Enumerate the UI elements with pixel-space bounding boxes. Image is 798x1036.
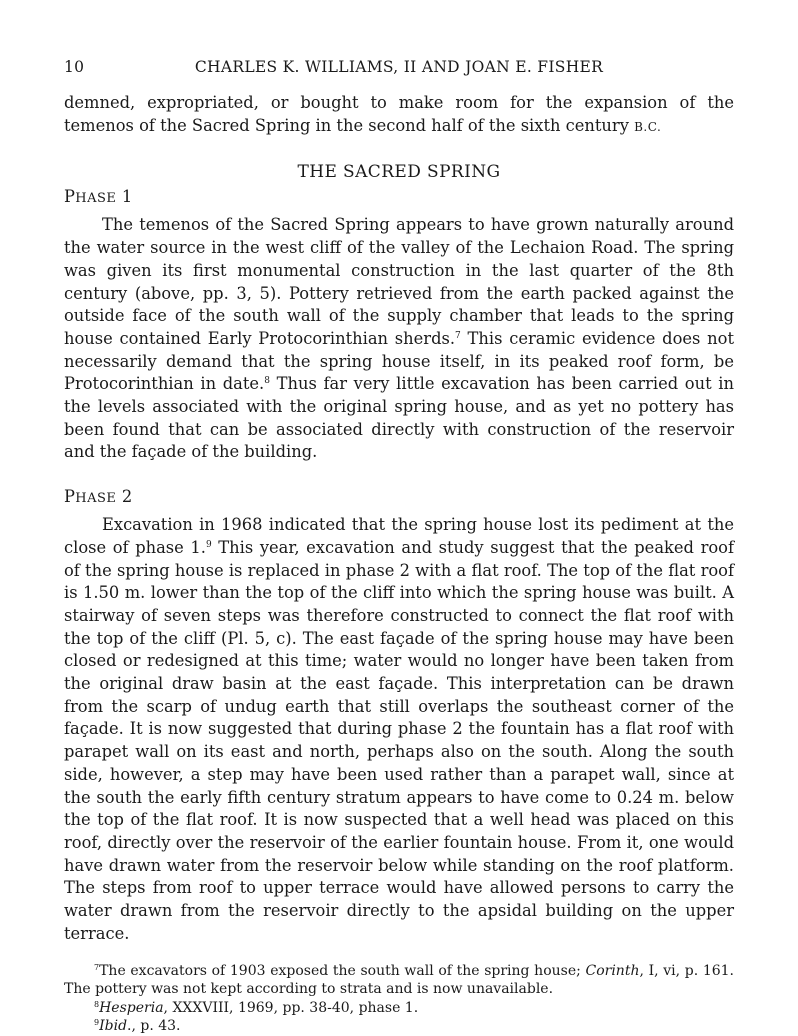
phase2-text-a: Excavation in 1968 indicated that the spring house lost its pediment at the close of phase 1. bbox=[64, 515, 734, 557]
phase1-heading-num: 1 bbox=[121, 187, 133, 207]
running-title: CHARLES K. WILLIAMS, II AND JOAN E. FISHER bbox=[194, 58, 604, 76]
intro-era: B.C. bbox=[634, 119, 662, 134]
phase1-paragraph bbox=[64, 214, 734, 464]
footnote-9 bbox=[64, 1017, 734, 1036]
footnote-italic: Ibid bbox=[99, 1018, 128, 1034]
phase1-text-b: This ceramic evidence does not necessarily demand that the spring house itself, in its peaked roof form, be Protocorinthian in date. bbox=[64, 328, 734, 394]
footnote-italic: Hesperia bbox=[99, 999, 164, 1016]
phase2-heading-rest: HASE bbox=[75, 491, 117, 507]
section-title: THE SACRED SPRING bbox=[297, 162, 501, 183]
footnote-mark: 7 bbox=[94, 962, 100, 972]
footnote-text: The excavators of 1903 exposed the south wall of the spring house; bbox=[99, 962, 586, 979]
footnote-8 bbox=[64, 999, 734, 1018]
intro-paragraph bbox=[64, 92, 734, 138]
footnote-text: , I, vi, p. 161. The pottery was not kept according to strata and is now unavailable. bbox=[64, 962, 734, 997]
page-number: 10 bbox=[64, 58, 85, 76]
footnote-mark: 8 bbox=[94, 999, 100, 1009]
footnote-italic: Corinth bbox=[585, 962, 640, 979]
footnote-ref-7: 7 bbox=[455, 330, 461, 341]
phase2-heading-cap: P bbox=[64, 487, 76, 507]
phase1-heading-cap: P bbox=[64, 187, 76, 207]
phase2-heading bbox=[64, 486, 734, 510]
running-header bbox=[64, 54, 734, 80]
footnote-7 bbox=[64, 962, 734, 999]
phase2-paragraph bbox=[64, 514, 734, 945]
phase1-heading bbox=[64, 186, 734, 210]
phase2-text-b: This year, excavation and study suggest that the peaked roof of the spring house is replaced in phase 2 with a flat roof. The top of the flat roof is 1.50 m. lower than the top of the cliff into which the spring house was built. A stairway of seven steps was therefore constructed to connect the flat roof with the top of the cliff (Pl. 5, c). The east façade of the spring house may have been closed or redesigned at this time; water would no longer have been taken from the original draw basin at the east façade. This interpretation can be drawn from the scarp of undug earth that still overlaps the southeast corner of the façade. It is now suggested that during phase 2 the fountain has a flat roof with parapet wall on its east and north, perhaps also on the south. Along the south side, however, a step may have been used rather than a parapet wall, since at the south the early fifth century stratum appears to have come to 0.24 m. below the top of the flat roof. It is now suspected that a well head was placed on this roof, directly over the reservoir of the earlier fountain house. From it, one would have drawn water from the reservoir below while standing on the roof platform. The steps from roof to upper terrace would have allowed persons to carry the water drawn from the reservoir directly to the apsidal building on the upper terrace. bbox=[64, 537, 734, 943]
footnote-ref-8: 8 bbox=[264, 376, 270, 387]
footnote-text: , XXXVIII, 1969, pp. 38-40, phase 1. bbox=[163, 999, 419, 1016]
footnotes bbox=[64, 962, 734, 1036]
page bbox=[64, 54, 734, 1036]
phase2-heading-num: 2 bbox=[121, 487, 133, 507]
footnote-mark: 9 bbox=[94, 1018, 100, 1027]
phase1-text-c: Thus far very little excavation has been carried out in the levels associated with the original spring house, and as yet no pottery has been found that can be associated directly with construction of the reservoir and the façade of the building. bbox=[64, 374, 734, 462]
phase1-heading-rest: HASE bbox=[75, 191, 117, 207]
phase1-text-a: The temenos of the Sacred Spring appears to have grown naturally around the water source in the west cliff of the valley of the Lechaion Road. The spring was given its first monumental construction in the last quarter of the 8th century (above, pp. 3, 5). Pottery retrieved from the earth packed against the outside face of the south wall of the supply chamber that leads to the spring house contained Early Protocorinthian sherds. bbox=[64, 215, 734, 348]
footnote-text: ., p. 43. bbox=[127, 1018, 181, 1034]
footnote-ref-9: 9 bbox=[205, 539, 212, 550]
intro-text: demned, expropriated, or bought to make room for the expansion of the temenos of the Sacred Spring in the second half of the sixth century bbox=[64, 93, 734, 135]
